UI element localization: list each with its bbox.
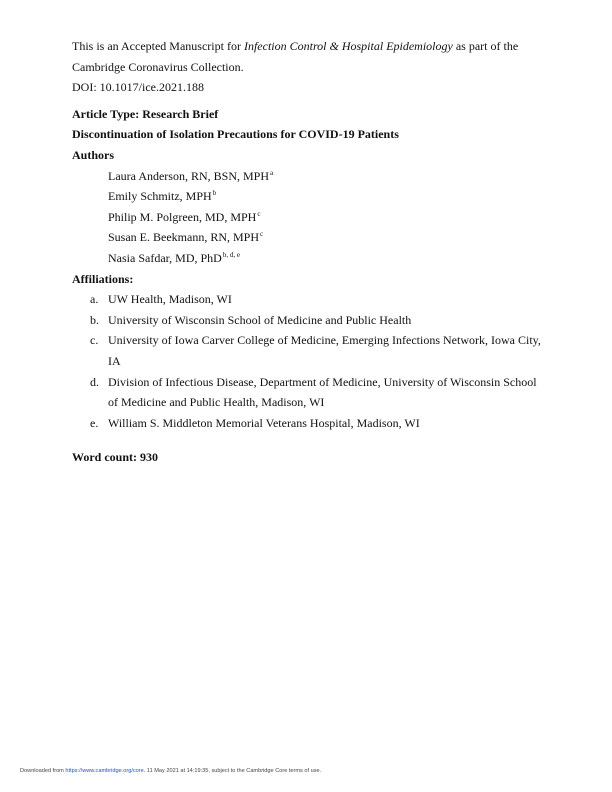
affiliation-item — [72, 413, 542, 434]
affiliation-marker: b. — [90, 312, 99, 327]
manuscript-notice — [72, 36, 542, 57]
author-name: Philip M. Polgreen, MD, MPH — [108, 209, 257, 224]
author-item — [108, 207, 542, 228]
author-affiliation-marker: c — [257, 209, 261, 218]
authors-heading: Authors — [72, 147, 115, 162]
word-count: Word count: 930 — [72, 450, 159, 465]
download-footer — [20, 768, 321, 774]
affiliation-marker: e. — [90, 415, 99, 430]
page-content — [72, 36, 542, 468]
author-affiliation-marker: b — [212, 189, 217, 198]
author-affiliation-marker: a — [270, 168, 274, 177]
affiliation-text: UW Health, Madison, WI — [108, 292, 232, 307]
footer-prefix: Downloaded from — [20, 768, 66, 774]
affiliation-marker: c. — [90, 333, 99, 348]
author-name: Emily Schmitz, MPH — [108, 189, 212, 204]
affiliations-heading: Affiliations: — [72, 271, 134, 286]
article-type: Article Type: Research Brief — [72, 106, 219, 121]
author-list — [72, 166, 542, 269]
footer-suffix: . 11 May 2021 at 14:19:35, subject to the Cambridge Core terms of use. — [143, 768, 322, 774]
affiliation-marker: d. — [90, 374, 99, 389]
author-affiliation-marker: c — [260, 230, 264, 239]
affiliation-text: University of Wisconsin School of Medicine and Public Health — [108, 312, 412, 327]
author-name: Susan E. Beekmann, RN, MPH — [108, 230, 259, 245]
doi-line: DOI: 10.1017/ice.2021.188 — [72, 80, 204, 95]
author-item — [108, 227, 542, 248]
affiliation-item — [72, 310, 542, 331]
author-item — [108, 186, 542, 207]
author-name: Nasia Safdar, MD, PhD — [108, 250, 222, 265]
journal-name: Infection Control & Hospital Epidemiology — [243, 39, 453, 53]
article-title: Discontinuation of Isolation Precautions for COVID-19 Patients — [72, 127, 399, 142]
cambridge-core-link[interactable]: https://www.cambridge.org/core — [65, 768, 144, 774]
notice-line-2: Cambridge Coronavirus Collection. — [72, 59, 244, 74]
author-item — [108, 166, 542, 187]
affiliation-item — [72, 289, 542, 310]
affiliation-text: University of Iowa Carver College of Medicine, Emerging Infections Network, Iowa City, IA — [108, 333, 541, 368]
author-item — [108, 248, 542, 269]
affiliation-marker: a. — [90, 292, 99, 307]
notice-prefix: This is an Accepted Manuscript for — [72, 39, 244, 53]
author-name: Laura Anderson, RN, BSN, MPH — [108, 168, 269, 183]
affiliation-item — [72, 330, 542, 371]
affiliation-text: Division of Infectious Disease, Department of Medicine, University of Wisconsin School of Medicine and Public Health, Madison, WI — [108, 374, 537, 410]
affiliation-text: William S. Middleton Memorial Veterans Hospital, Madison, WI — [108, 415, 420, 430]
spacer — [72, 433, 542, 447]
notice-suffix: as part of the — [452, 39, 519, 53]
affiliation-list — [72, 289, 542, 433]
affiliation-item — [72, 372, 542, 413]
author-affiliation-marker: b, d, e — [222, 250, 240, 259]
